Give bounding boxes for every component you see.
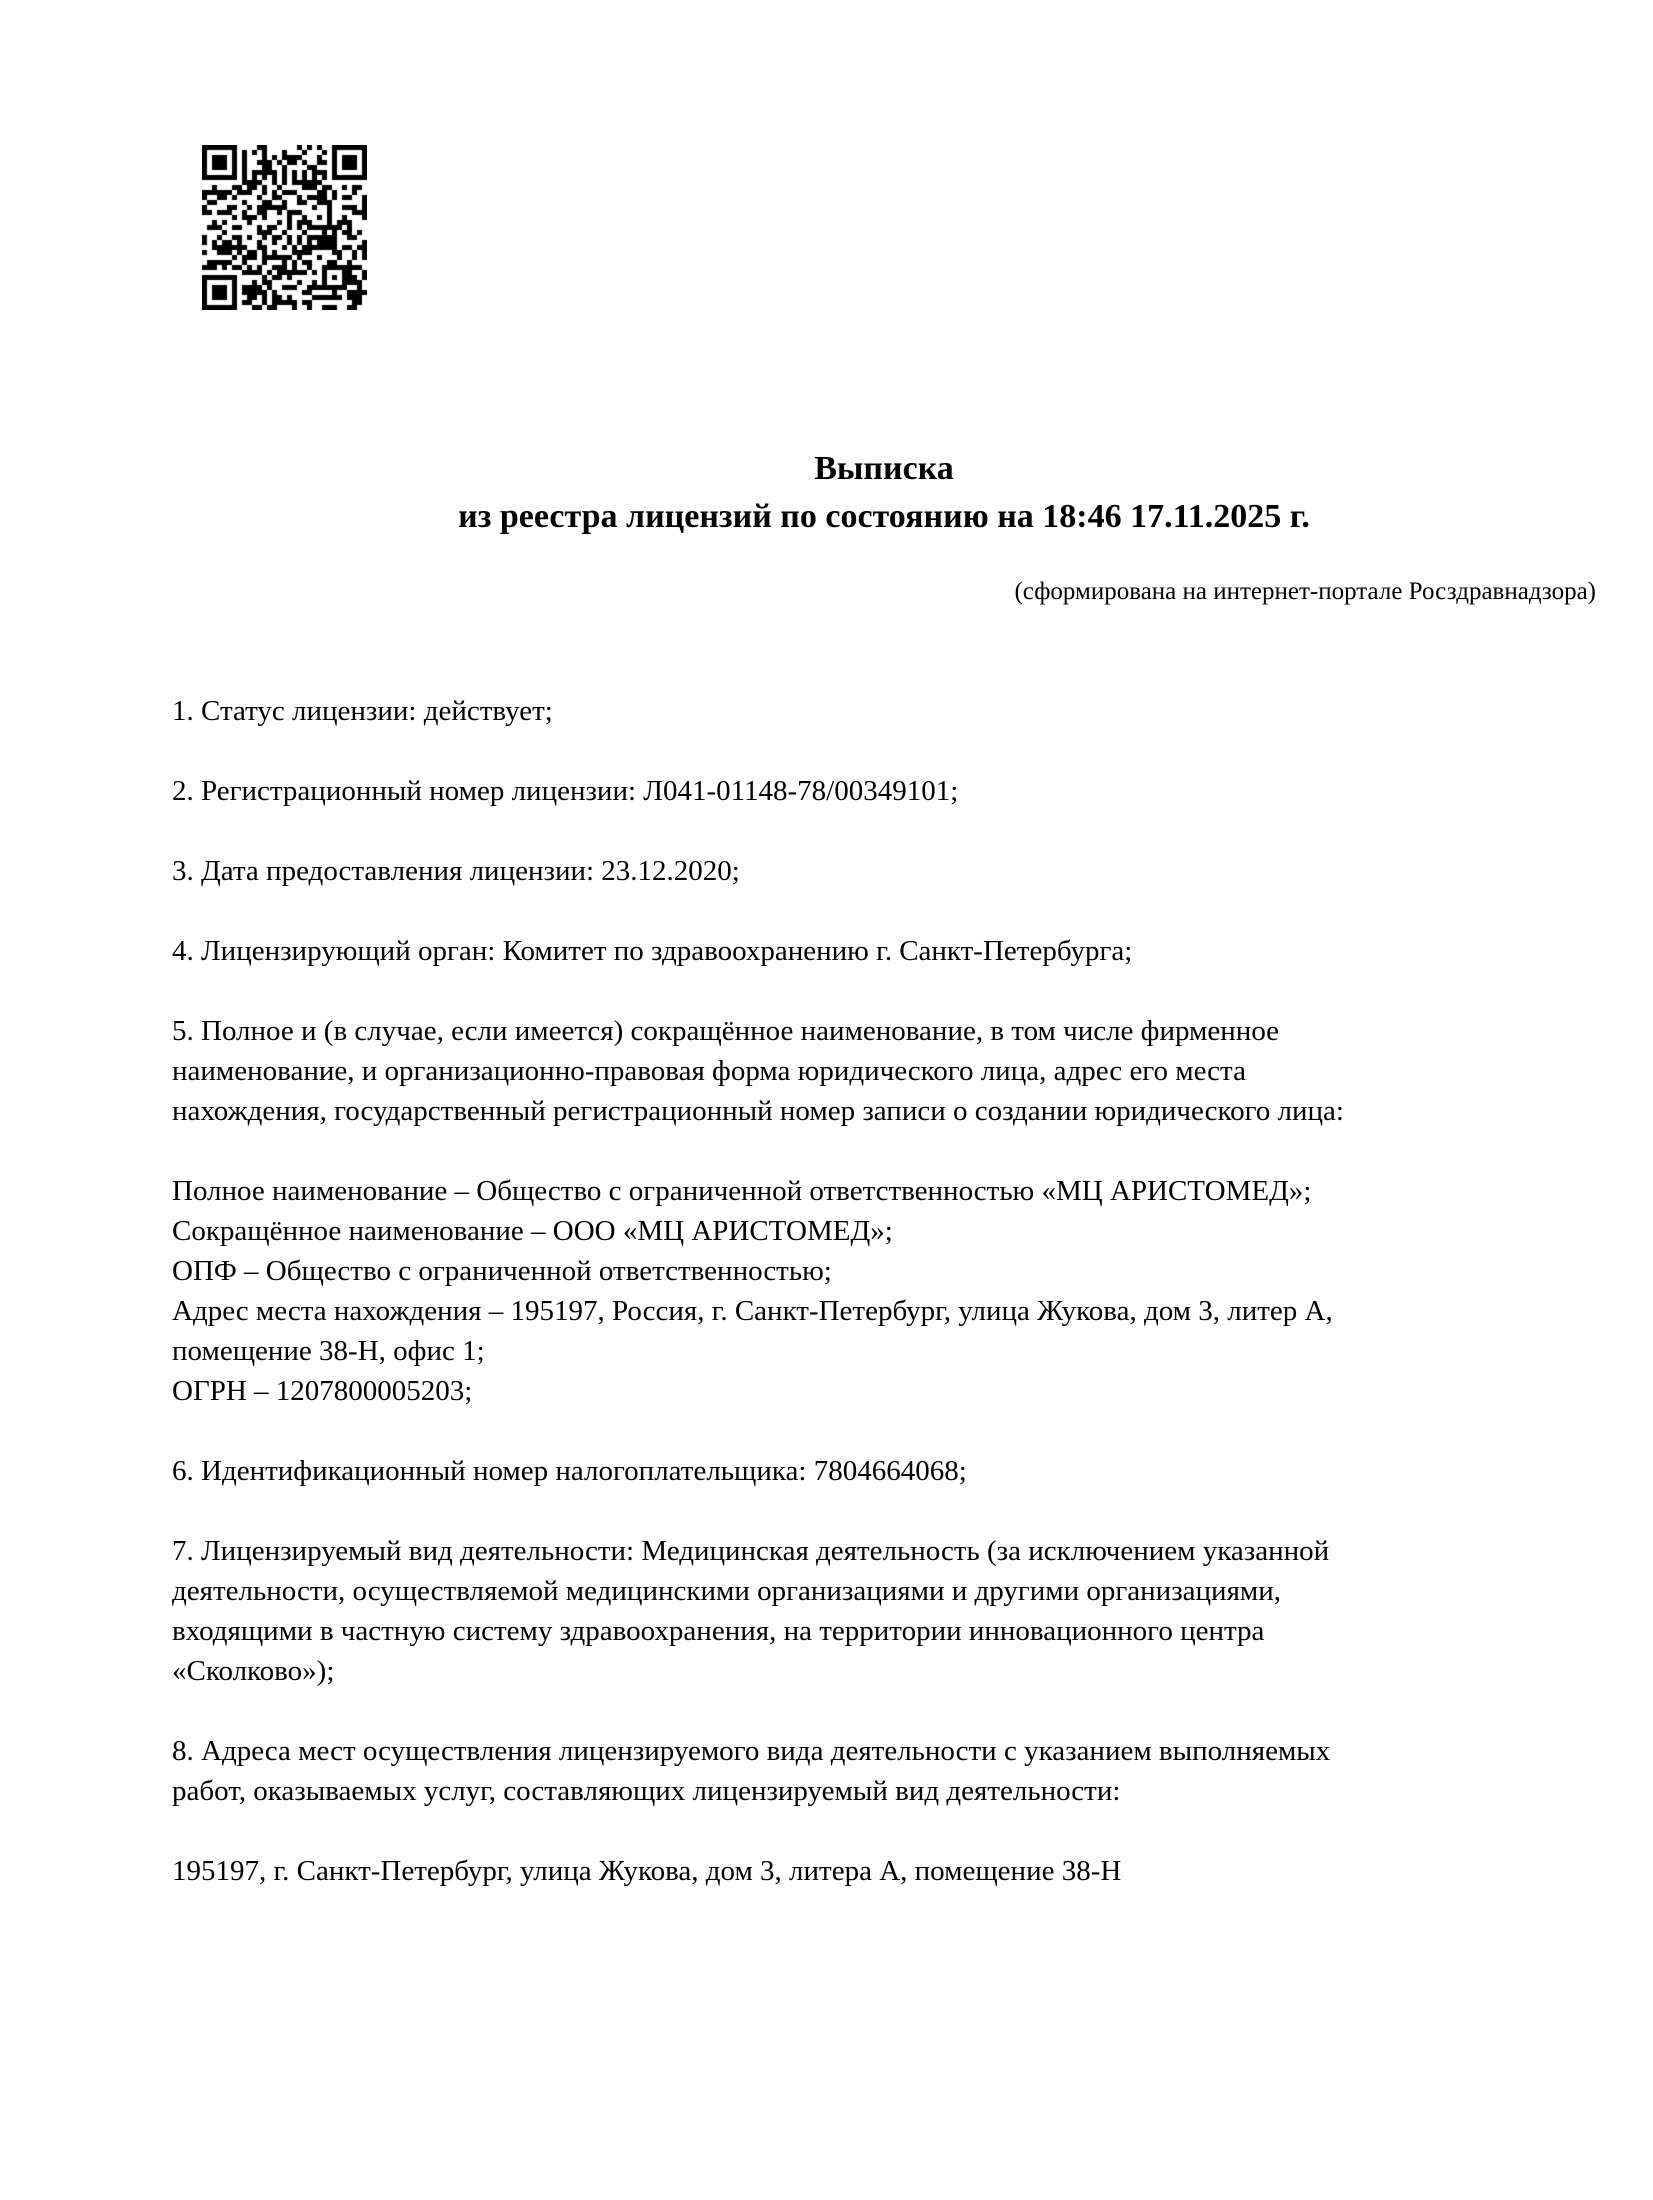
paragraph-5-line-1: 5. Полное и (в случае, если имеется) сокращённое наименование, в том числе фирменное <box>172 1015 1280 1047</box>
paragraph-2 <box>172 771 1596 811</box>
paragraph-9-line-2: работ, оказываемых услуг, составляющих лицензируемый вид деятельности: <box>172 1775 1121 1807</box>
paragraph-5 <box>172 1011 1596 1131</box>
paragraph-6-line-5: помещение 38-Н, офис 1; <box>172 1335 485 1367</box>
paragraph-3-line-1: 3. Дата предоставления лицензии: 23.12.2020; <box>172 855 740 887</box>
paragraph-8-line-2: деятельности, осуществляемой медицинскими организациями и другими организациями, <box>172 1575 1282 1607</box>
paragraph-6 <box>172 1171 1596 1411</box>
paragraph-9 <box>172 1731 1596 1811</box>
paragraph-8-line-3: входящими в частную систему здравоохранения, на территории инновационного центра <box>172 1615 1265 1647</box>
paragraph-9-line-1: 8. Адреса мест осуществления лицензируемого вида деятельности с указанием выполняемых <box>172 1735 1331 1767</box>
document-title-line2: из реестра лицензий по состоянию на 18:46 17.11.2025 г. <box>458 498 1310 535</box>
paragraph-8 <box>172 1531 1596 1691</box>
paragraph-1 <box>172 691 1596 731</box>
document-subtitle: (сформирована на интернет-портале Росздравнадзора) <box>1014 578 1596 605</box>
paragraph-8-line-4: «Сколково»); <box>172 1655 335 1687</box>
paragraph-6-line-1: Полное наименование – Общество с ограниченной ответственностью «МЦ АРИСТОМЕД»; <box>172 1175 1312 1207</box>
paragraph-10-line-1: 195197, г. Санкт-Петербург, улица Жукова, дом 3, литера А, помещение 38-Н <box>172 1855 1122 1887</box>
paragraph-4-line-1: 4. Лицензирующий орган: Комитет по здравоохранению г. Санкт-Петербурга; <box>172 935 1133 967</box>
qr-code <box>202 145 367 310</box>
paragraph-3 <box>172 851 1596 891</box>
paragraph-7 <box>172 1451 1596 1491</box>
paragraph-2-line-1: 2. Регистрационный номер лицензии: Л041-01148-78/00349101; <box>172 775 959 807</box>
paragraph-6-line-2: Сокращённое наименование – ООО «МЦ АРИСТОМЕД»; <box>172 1215 893 1247</box>
paragraph-6-line-4: Адрес места нахождения – 195197, Россия, г. Санкт-Петербург, улица Жукова, дом 3, литер А, <box>172 1295 1333 1327</box>
document-title <box>172 445 1596 541</box>
document-body <box>172 691 1596 1931</box>
paragraph-5-line-3: нахождения, государственный регистрационный номер записи о создании юридического лица: <box>172 1095 1344 1127</box>
paragraph-6-line-3: ОПФ – Общество с ограниченной ответственностью; <box>172 1255 832 1287</box>
paragraph-7-line-1: 6. Идентификационный номер налогоплательщика: 7804664068; <box>172 1455 967 1487</box>
paragraph-8-line-1: 7. Лицензируемый вид деятельности: Медицинская деятельность (за исключением указанной <box>172 1535 1330 1567</box>
paragraph-4 <box>172 931 1596 971</box>
document-title-line1: Выписка <box>814 450 954 487</box>
paragraph-5-line-2: наименование, и организационно-правовая форма юридического лица, адрес его места <box>172 1055 1246 1087</box>
paragraph-6-line-6: ОГРН – 1207800005203; <box>172 1375 473 1407</box>
paragraph-10 <box>172 1851 1596 1891</box>
paragraph-1-line-1: 1. Статус лицензии: действует; <box>172 695 553 727</box>
